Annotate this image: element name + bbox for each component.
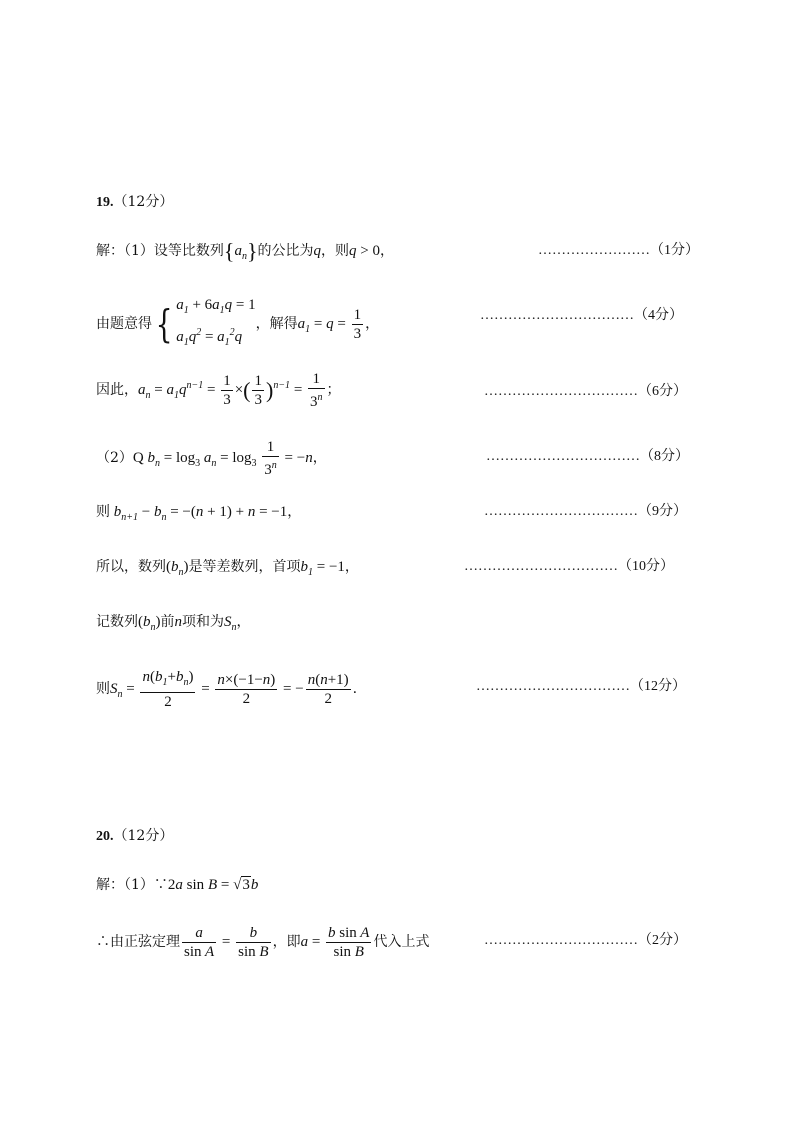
q19-l6-prefix: 所以，数列 (96, 559, 166, 575)
score-marker-8: ……………………………（8分） (486, 449, 689, 464)
math-equation-system: $a_1 + 6a_1q = 1$ $a_1q^2 = a_1^2q$ (176, 297, 256, 348)
math-general-term: $a_n = a_1q^{n-1}$ = $\frac{1}{3}$ ×( $\frac{1}{3}$ )$^{n-1}$ = $\frac{1}{3^n}$ (138, 371, 323, 410)
score-marker-9: ……………………………（9分） (484, 504, 687, 519)
math-seq-an: $\{a_n\}$ (223, 238, 258, 264)
q19-l7-mid2: 项和为 (182, 614, 224, 630)
q20-line-1 (96, 875, 258, 895)
q19-l4-prefix: （2） (96, 449, 133, 466)
brace-symbol: { (155, 302, 173, 346)
q19-line-8 (96, 668, 357, 711)
q19-l6-mid: 是等差数列，首项 (188, 559, 301, 575)
q19-l3-end: ； (326, 381, 341, 398)
q19-l6-end: ， (344, 559, 359, 575)
score-marker-10: ……………………………（10分） (464, 559, 674, 574)
q19-l7-end: ， (236, 614, 251, 630)
score-marker-12: ……………………………（12分） (476, 679, 686, 694)
q19-l3-prefix: 因此， (96, 381, 138, 398)
q19-l2-end: ， (365, 316, 380, 332)
q19-line-7 (96, 612, 251, 638)
math-Sn: $S_n$ (224, 614, 237, 633)
q19-line-6 (96, 557, 359, 583)
q20-line-2 (96, 924, 429, 961)
q19-line-4 (96, 438, 327, 479)
q20-l2-mid: ，即 (272, 933, 301, 950)
q19-line-3 (96, 370, 341, 411)
q19-line-5 (96, 502, 301, 528)
score-marker-2: ……………………………（2分） (484, 933, 687, 948)
q20-total-score: （12分） (113, 828, 174, 844)
math-a-expression: a = $\frac{\text{b sin A}}{\text{sin B}}$ (300, 925, 370, 960)
math-solution-a1-q: $a_1 = q$ = $\frac{1}{3}$ (297, 307, 362, 343)
q20-header (96, 826, 173, 847)
q19-l2-mid: ，解得 (255, 316, 298, 332)
q20-l1-prefix: 解：（1）∵ (96, 877, 168, 893)
q19-l7-mid: 前 (160, 614, 175, 630)
q19-l1-prefix: 解：（1）设等比数列 (96, 243, 224, 259)
math-q-positive: q > 0 (349, 243, 381, 259)
q19-l8-prefix: 则 (96, 680, 110, 697)
q20-number: 20. (96, 829, 114, 844)
math-2asinB: 2a sin B = √3b (167, 877, 259, 893)
q19-l2-prefix: 由题意得 (96, 316, 152, 332)
q19-l4-end: ， (312, 449, 327, 466)
math-q: q (313, 243, 322, 259)
q19-header (96, 192, 173, 213)
q19-l1-mid: 的公比为 (257, 243, 314, 259)
q20-l2-prefix: ∴由正弦定理 (96, 933, 180, 950)
q19-l7-prefix: 记数列 (96, 614, 138, 630)
q19-l5-prefix: 则 (96, 504, 110, 520)
q19-l1-end: ， (380, 243, 395, 259)
math-sine-law: $\frac{a}{\text{sin A}}$ = $\frac{b}{\text{sin B}}$ (184, 925, 269, 960)
score-marker-1: ……………………（1分） (538, 243, 699, 258)
math-seq-bn: $(b_n)$ (166, 559, 189, 578)
math-b1: $b_1 = -1$ (300, 559, 345, 578)
q19-number: 19. (96, 195, 114, 210)
math-sum-formula: $S_n$ = $\frac{n(b_1+b_n)}{2}$ = $\frac{n\times(-1-n)}{2}$ = − $\frac{n(n+1)}{2}$ (110, 669, 349, 710)
math-bn-difference: $b_{n+1} - b_n = -(n + 1) + n = -1$ (110, 504, 288, 523)
q19-l8-end: . (352, 680, 358, 697)
math-seq-bn-2: $(b_n)$ (138, 614, 161, 633)
q19-l5-end: ， (287, 504, 302, 520)
q19-line-1 (96, 238, 395, 267)
score-marker-4: ……………………………（4分） (480, 308, 683, 323)
q20-l2-end: 代入上式 (373, 933, 430, 950)
q19-l1-mid2: ，则 (321, 243, 350, 259)
math-bn-log: Q $b_n = \log_3 a_n = \log_3$ $\frac{1}{3^n}$ = −n (132, 439, 313, 478)
math-n: n (174, 614, 182, 630)
q19-total-score: （12分） (113, 194, 174, 210)
q19-line-2 (96, 294, 379, 354)
score-marker-6: ……………………………（6分） (484, 384, 687, 399)
